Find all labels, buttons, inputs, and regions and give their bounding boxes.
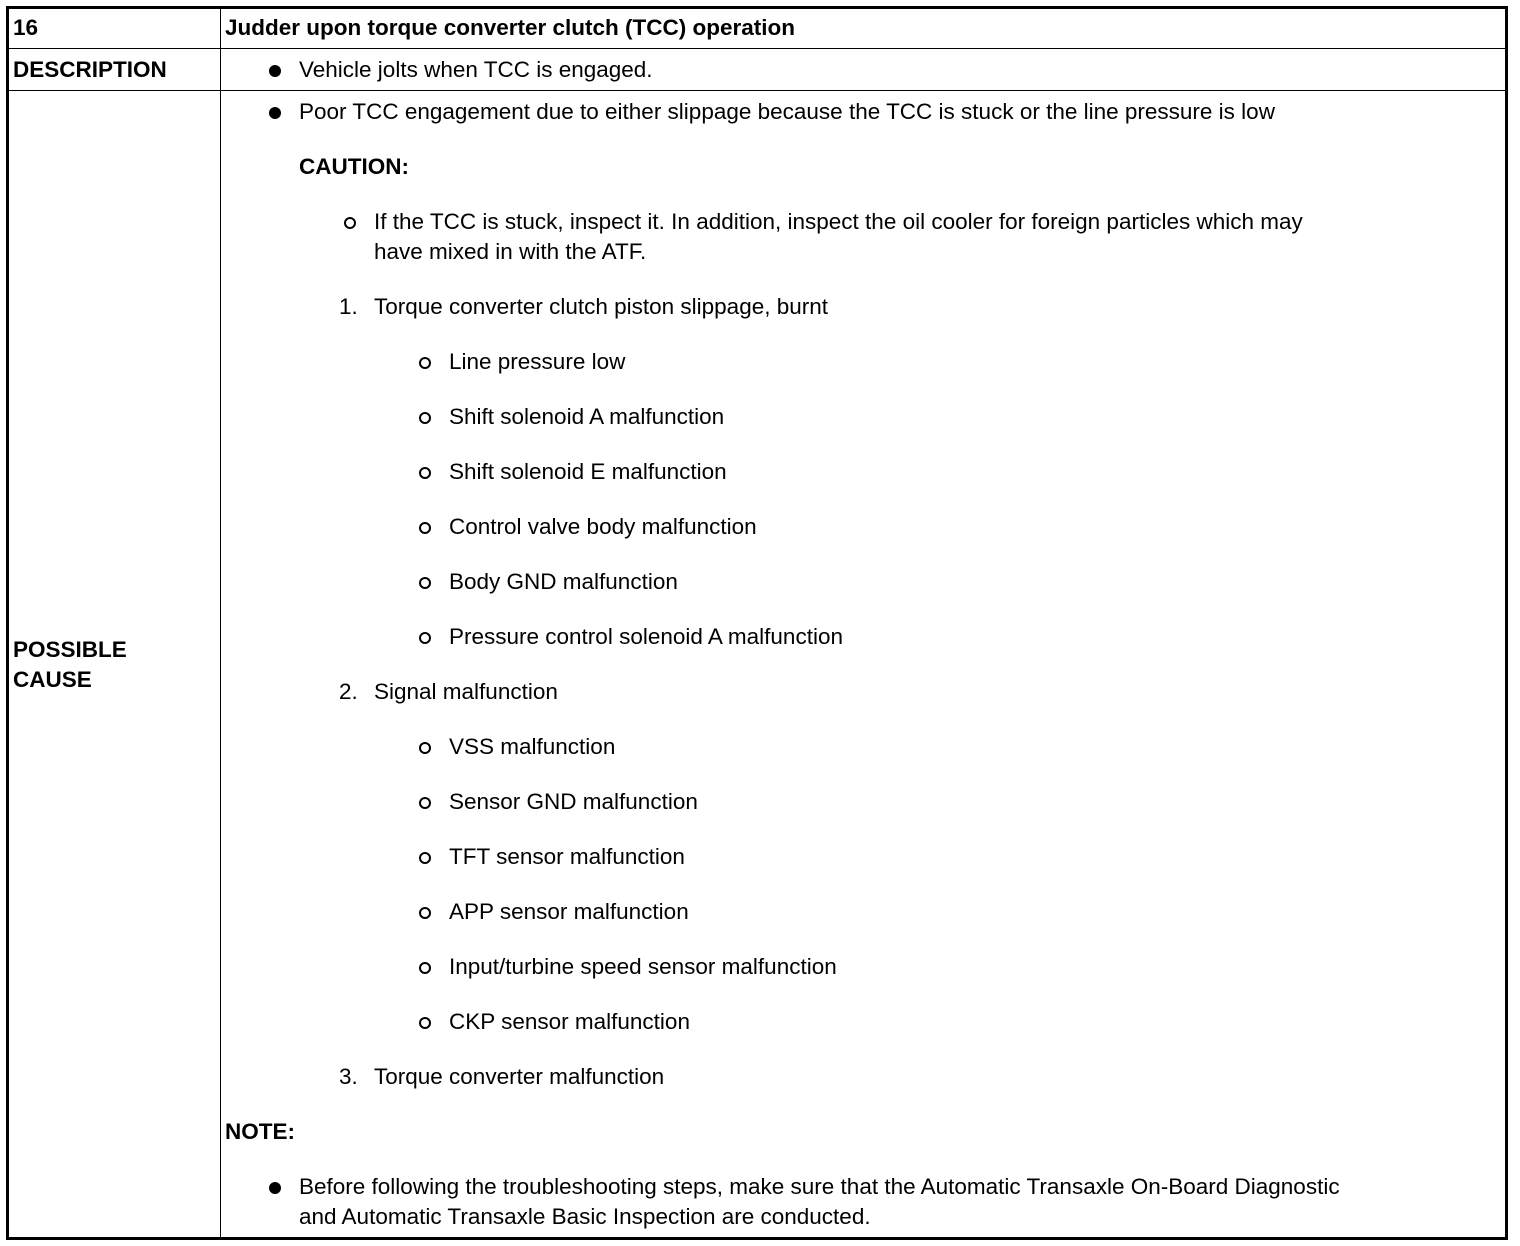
cause-number: 3. xyxy=(339,1064,358,1089)
sub-bullet-icon xyxy=(419,357,431,369)
cause-item: Control valve body malfunction xyxy=(449,514,757,539)
bullet-icon xyxy=(269,107,281,119)
cause-text: Torque converter malfunction xyxy=(374,1064,665,1089)
cause-item: VSS malfunction xyxy=(449,734,616,759)
sub-bullet-icon xyxy=(419,907,431,919)
cause-text: Torque converter clutch piston slippage, burnt xyxy=(374,294,829,319)
sub-bullet-icon xyxy=(344,217,356,229)
description-text: Vehicle jolts when TCC is engaged. xyxy=(299,57,653,82)
caution-text: If the TCC is stuck, inspect it. In addition, inspect the oil cooler for foreign particles which may xyxy=(374,209,1303,234)
sub-bullet-icon xyxy=(419,1017,431,1029)
note-label: NOTE: xyxy=(225,1119,295,1144)
row-divider xyxy=(9,90,1505,91)
cause-item: Pressure control solenoid A malfunction xyxy=(449,624,843,649)
cause-item: APP sensor malfunction xyxy=(449,899,689,924)
cause-item: CKP sensor malfunction xyxy=(449,1009,690,1034)
description-label: DESCRIPTION xyxy=(13,57,167,82)
bullet-icon xyxy=(269,1182,281,1194)
sub-bullet-icon xyxy=(419,742,431,754)
cause-number: 1. xyxy=(339,294,358,319)
sub-bullet-icon xyxy=(419,852,431,864)
symptom-number: 16 xyxy=(13,15,39,40)
main-cause-text: Poor TCC engagement due to either slippage because the TCC is stuck or the line pressure is low xyxy=(299,99,1275,124)
possible-cause-label: POSSIBLE xyxy=(13,637,127,662)
cause-item: TFT sensor malfunction xyxy=(449,844,685,869)
cause-item: Shift solenoid E malfunction xyxy=(449,459,727,484)
cause-item: Input/turbine speed sensor malfunction xyxy=(449,954,837,979)
sub-bullet-icon xyxy=(419,632,431,644)
symptom-title: Judder upon torque converter clutch (TCC) operation xyxy=(225,15,796,40)
cause-item: Body GND malfunction xyxy=(449,569,678,594)
cause-text: Signal malfunction xyxy=(374,679,558,704)
cause-item: Line pressure low xyxy=(449,349,626,374)
note-text: Before following the troubleshooting steps, make sure that the Automatic Transaxle On-Board Diagnostic xyxy=(299,1174,1340,1199)
column-divider xyxy=(220,9,221,1237)
sub-bullet-icon xyxy=(419,467,431,479)
caution-text: have mixed in with the ATF. xyxy=(374,239,647,264)
note-text: and Automatic Transaxle Basic Inspection are conducted. xyxy=(299,1204,871,1229)
caution-label: CAUTION: xyxy=(299,154,409,179)
possible-cause-label: CAUSE xyxy=(13,667,92,692)
cause-item: Shift solenoid A malfunction xyxy=(449,404,725,429)
sub-bullet-icon xyxy=(419,797,431,809)
cause-number: 2. xyxy=(339,679,358,704)
cause-item: Sensor GND malfunction xyxy=(449,789,698,814)
sub-bullet-icon xyxy=(419,962,431,974)
bullet-icon xyxy=(269,65,281,77)
troubleshooting-table xyxy=(6,6,1508,1240)
sub-bullet-icon xyxy=(419,577,431,589)
row-divider xyxy=(9,48,1505,49)
sub-bullet-icon xyxy=(419,522,431,534)
sub-bullet-icon xyxy=(419,412,431,424)
